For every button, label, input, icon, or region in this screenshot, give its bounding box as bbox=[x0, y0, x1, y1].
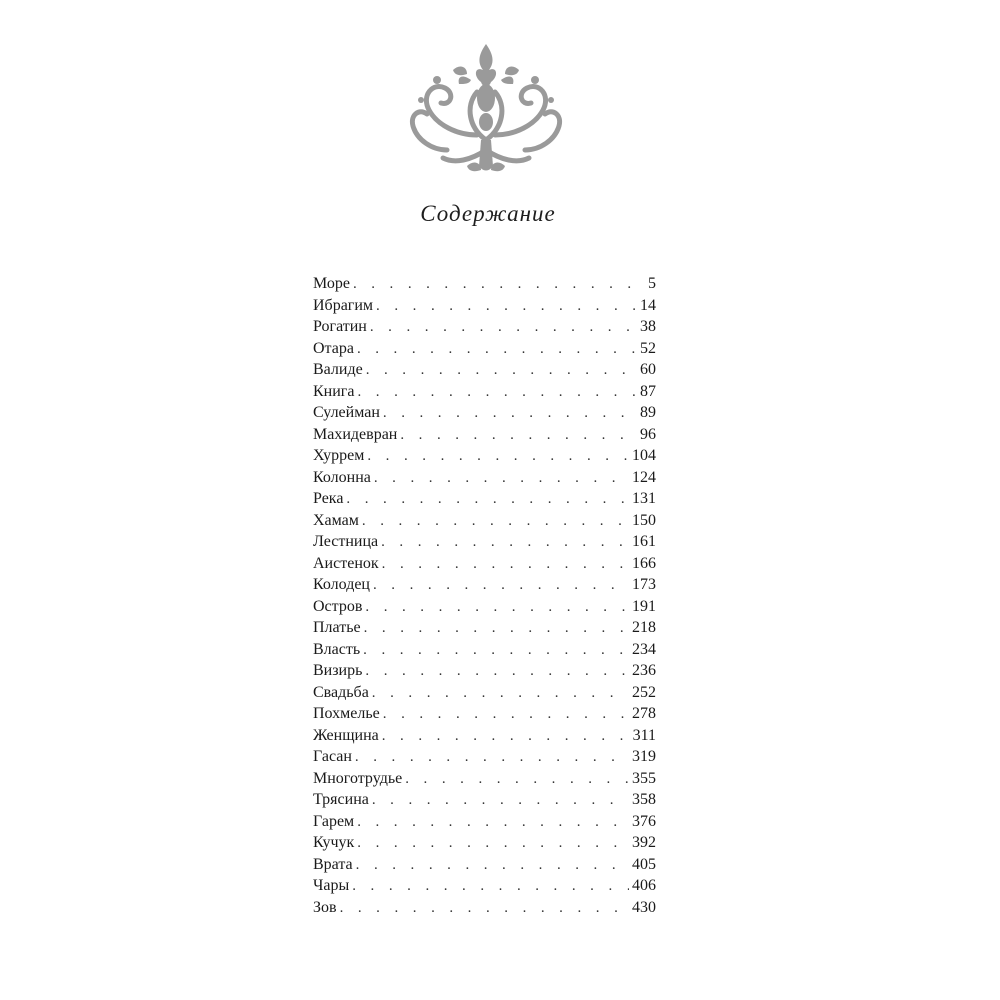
toc-entry-title: Махидевран bbox=[313, 425, 398, 443]
toc-entry[interactable] bbox=[313, 510, 656, 532]
toc-entry-title: Валиде bbox=[313, 361, 363, 378]
dot-leader bbox=[366, 360, 637, 382]
dot-leader bbox=[340, 898, 629, 920]
toc-entry[interactable] bbox=[313, 338, 656, 360]
toc-entry-page: 124 bbox=[632, 468, 656, 486]
dot-leader bbox=[373, 575, 629, 597]
table-of-contents bbox=[313, 273, 656, 918]
toc-entry-page: 311 bbox=[632, 726, 656, 744]
dot-leader bbox=[363, 640, 629, 662]
toc-entry[interactable] bbox=[313, 639, 656, 661]
dot-leader bbox=[383, 704, 629, 726]
toc-entry-title: Остров bbox=[313, 597, 363, 615]
dot-leader bbox=[372, 683, 629, 705]
toc-entry[interactable] bbox=[313, 725, 656, 747]
toc-entry[interactable] bbox=[313, 273, 656, 295]
toc-entry-page: 161 bbox=[632, 533, 656, 550]
toc-entry[interactable] bbox=[313, 596, 656, 618]
toc-entry-page: 38 bbox=[640, 318, 656, 335]
damask-flourish-icon bbox=[407, 40, 565, 175]
toc-entry[interactable] bbox=[313, 359, 656, 381]
toc-entry[interactable] bbox=[313, 682, 656, 704]
dot-leader bbox=[357, 382, 637, 404]
toc-entry-title: Рогатин bbox=[313, 318, 367, 335]
dot-leader bbox=[381, 532, 629, 554]
toc-entry[interactable] bbox=[313, 703, 656, 725]
toc-entry-title: Книга bbox=[313, 382, 355, 400]
toc-entry[interactable] bbox=[313, 467, 656, 489]
dot-leader bbox=[365, 661, 629, 683]
toc-entry-title: Аистенок bbox=[313, 554, 379, 572]
toc-entry-page: 278 bbox=[632, 705, 656, 722]
toc-entry[interactable] bbox=[313, 402, 656, 424]
dot-leader bbox=[376, 296, 637, 318]
toc-entry[interactable] bbox=[313, 746, 656, 768]
toc-entry[interactable] bbox=[313, 295, 656, 317]
toc-entry-page: 406 bbox=[632, 877, 656, 894]
toc-entry-title: Хамам bbox=[313, 511, 359, 529]
toc-entry-page: 150 bbox=[632, 511, 656, 529]
toc-entry-page: 173 bbox=[632, 576, 656, 593]
toc-entry-page: 14 bbox=[640, 296, 656, 314]
toc-entry[interactable] bbox=[313, 854, 656, 876]
toc-entry[interactable] bbox=[313, 316, 656, 338]
toc-entry-title: Визирь bbox=[313, 662, 363, 679]
toc-entry-page: 89 bbox=[640, 404, 656, 421]
toc-entry-title: Колодец bbox=[313, 576, 370, 593]
page-title: Содержание bbox=[420, 201, 556, 226]
toc-entry[interactable] bbox=[313, 445, 656, 467]
dot-leader bbox=[362, 511, 629, 533]
dot-leader bbox=[382, 726, 630, 748]
dot-leader bbox=[405, 769, 629, 791]
dot-leader bbox=[356, 855, 629, 877]
toc-entry[interactable] bbox=[313, 832, 656, 854]
dot-leader bbox=[346, 489, 629, 511]
toc-entry[interactable] bbox=[313, 768, 656, 790]
toc-entry[interactable] bbox=[313, 897, 656, 919]
toc-entry-title: Кучук bbox=[313, 834, 355, 851]
dot-leader bbox=[365, 597, 629, 619]
dot-leader bbox=[353, 274, 645, 296]
toc-entry-page: 405 bbox=[632, 855, 656, 873]
toc-entry[interactable] bbox=[313, 488, 656, 510]
toc-entry-title: Гарем bbox=[313, 812, 355, 830]
toc-entry-title: Море bbox=[313, 275, 350, 292]
toc-entry-title: Чары bbox=[313, 877, 350, 894]
toc-entry-title: Платье bbox=[313, 619, 361, 636]
toc-entry[interactable] bbox=[313, 875, 656, 897]
toc-entry-title: Отара bbox=[313, 339, 354, 357]
toc-entry-page: 319 bbox=[632, 748, 656, 765]
dot-leader bbox=[367, 446, 629, 468]
dot-leader bbox=[352, 876, 629, 898]
toc-entry[interactable] bbox=[313, 553, 656, 575]
toc-entry-page: 358 bbox=[632, 791, 656, 808]
toc-entry-title: Свадьба bbox=[313, 683, 369, 701]
toc-entry-title: Колонна bbox=[313, 468, 371, 486]
toc-entry-page: 236 bbox=[632, 662, 656, 679]
toc-entry-page: 52 bbox=[640, 339, 656, 357]
toc-entry-title: Ибрагим bbox=[313, 296, 374, 314]
toc-entry-page: 234 bbox=[632, 640, 656, 658]
toc-entry-page: 5 bbox=[648, 275, 656, 292]
toc-entry-title: Женщина bbox=[313, 726, 379, 744]
toc-entry-page: 96 bbox=[640, 425, 656, 443]
toc-entry-page: 392 bbox=[632, 834, 656, 851]
dot-leader bbox=[383, 403, 637, 425]
toc-entry[interactable] bbox=[313, 811, 656, 833]
toc-entry[interactable] bbox=[313, 381, 656, 403]
dot-leader bbox=[382, 554, 629, 576]
toc-entry[interactable] bbox=[313, 424, 656, 446]
toc-entry-page: 218 bbox=[632, 619, 656, 636]
toc-entry-page: 252 bbox=[632, 683, 656, 701]
dot-leader bbox=[357, 812, 629, 834]
toc-entry-title: Похмелье bbox=[313, 705, 380, 722]
toc-entry-page: 104 bbox=[632, 447, 656, 464]
toc-entry[interactable] bbox=[313, 574, 656, 596]
toc-entry[interactable] bbox=[313, 789, 656, 811]
toc-entry-page: 131 bbox=[632, 490, 656, 507]
dot-leader bbox=[372, 790, 629, 812]
dot-leader bbox=[355, 747, 629, 769]
toc-entry-title: Лестница bbox=[313, 533, 379, 550]
toc-entry-page: 355 bbox=[632, 769, 656, 787]
toc-entry-page: 191 bbox=[632, 597, 656, 615]
toc-entry-page: 376 bbox=[632, 812, 656, 830]
toc-entry[interactable] bbox=[313, 531, 656, 553]
toc-entry-title: Врата bbox=[313, 855, 353, 873]
toc-entry-page: 60 bbox=[640, 361, 656, 378]
dot-leader bbox=[357, 833, 629, 855]
toc-entry-title: Власть bbox=[313, 640, 361, 658]
dot-leader bbox=[357, 339, 637, 361]
dot-leader bbox=[370, 317, 637, 339]
dot-leader bbox=[400, 425, 637, 447]
toc-entry-title: Река bbox=[313, 490, 344, 507]
toc-entry-title: Сулейман bbox=[313, 404, 380, 421]
toc-entry-title: Трясина bbox=[313, 791, 369, 808]
toc-entry-title: Хуррем bbox=[313, 447, 365, 464]
toc-entry-page: 166 bbox=[632, 554, 656, 572]
toc-entry-title: Зов bbox=[313, 898, 337, 916]
toc-entry[interactable] bbox=[313, 660, 656, 682]
toc-entry[interactable] bbox=[313, 617, 656, 639]
toc-entry-page: 87 bbox=[640, 382, 656, 400]
toc-entry-title: Гасан bbox=[313, 748, 352, 765]
toc-entry-page: 430 bbox=[632, 898, 656, 916]
dot-leader bbox=[374, 468, 629, 490]
toc-entry-title: Многотрудье bbox=[313, 769, 403, 787]
dot-leader bbox=[364, 618, 629, 640]
